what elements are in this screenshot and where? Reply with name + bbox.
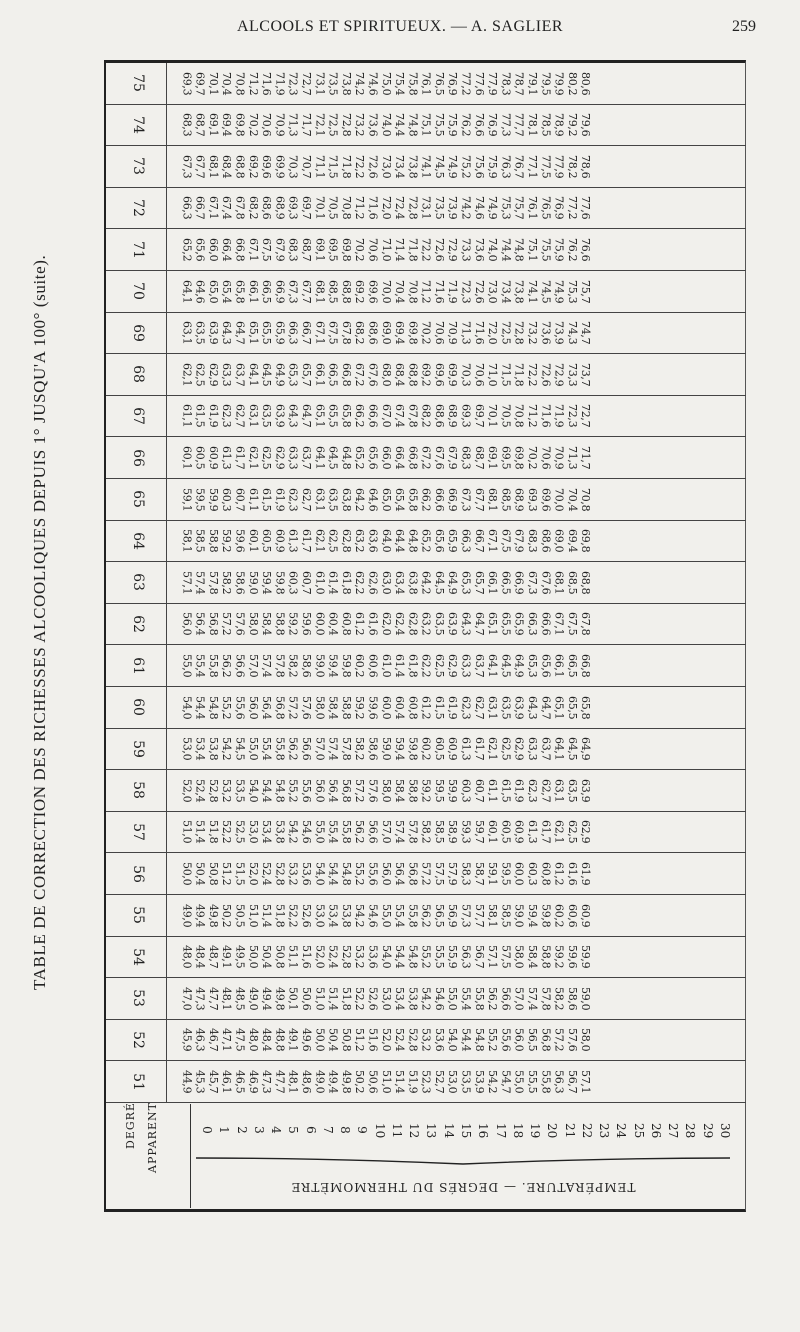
column-values (180, 105, 740, 146)
table-column-70 (106, 271, 746, 313)
running-title: ALCOOLS ET SPIRITUEUX. — A. SAGLIER (236, 18, 564, 35)
table-column-74 (106, 105, 746, 147)
column-values (180, 479, 740, 520)
column-values (180, 521, 740, 562)
table-column-71 (106, 229, 746, 271)
column-values-text: 58,0 57,6 57,2 56,8 56,5 56,0 55,6 55,2 54,8 54,4 54,0 53,6 53,2 52,8 52,4 52,0 51,6 51,2 50,8 50,4 50,0 49,6 49,1 48,8 48,4 48,0 47,5 47,1 46,7 46,3 45,9 (180, 1028, 593, 1052)
temperature-value: 26 (648, 1123, 663, 1139)
column-values-text: 60,9 60,6 60,2 59,8 59,4 59,0 58,5 58,1 57,7 57,3 56,9 56,5 56,2 55,8 55,4 55,0 54,6 54,2 53,8 53,4 53,0 52,6 52,2 51,8 51,4 51,0 50,5 50,2 49,8 49,4 49,0 (180, 903, 593, 927)
column-degree (110, 437, 167, 478)
column-degree-label: 73 (129, 157, 146, 176)
column-degree (110, 188, 167, 229)
temperature-value: 18 (510, 1123, 525, 1139)
page-header (0, 18, 800, 42)
temperature-value: 6 (303, 1126, 318, 1134)
column-degree (110, 396, 167, 437)
temperature-value: 13 (424, 1123, 439, 1139)
column-values-text: 59,9 59,6 59,2 58,8 58,4 58,0 57,5 57,1 56,7 56,3 55,9 55,5 55,2 54,8 54,4 54,0 53,6 53,2 52,8 52,4 52,0 51,6 51,1 50,8 50,4 50,0 49,5 49,1 48,7 48,4 48,0 (180, 945, 593, 969)
column-values-text: 74,7 74,3 73,9 73,6 73,2 72,8 72,5 72,0 71,6 71,3 70,9 70,6 70,2 69,8 69,4 69,0 68,6 68,2 67,8 67,5 67,1 66,7 66,3 65,9 65,5 65,1 64,7 64,3 63,9 63,5 63,1 (180, 321, 593, 345)
column-values (180, 937, 740, 978)
column-values-text: 72,7 72,3 71,9 71,6 71,2 70,8 70,5 70,1 69,7 69,3 68,9 68,6 68,2 67,8 67,4 67,0 66,6 66,2 65,8 65,5 65,1 64,7 64,3 63,9 63,5 63,1 62,7 62,3 61,9 61,5 61,1 (180, 404, 593, 428)
table-column-57 (106, 812, 746, 854)
column-degree (110, 229, 167, 270)
temperature-value: 12 (407, 1123, 422, 1139)
column-degree-label: 62 (129, 615, 146, 634)
column-values-text: 71,7 71,3 70,9 70,6 70,2 69,8 69,5 69,1 68,7 68,3 67,9 67,6 67,2 66,8 66,4 66,0 65,6 65,2 64,8 64,5 64,1 63,7 63,3 62,9 62,5 62,1 61,7 61,3 60,9 60,5 60,1 (180, 446, 593, 470)
temperature-value: 29 (700, 1123, 715, 1139)
temperature-value: 10 (372, 1123, 387, 1139)
column-degree (110, 521, 167, 562)
column-degree-label: 68 (129, 365, 146, 384)
column-degree (110, 978, 167, 1019)
column-degree (110, 645, 167, 686)
table-column-67 (106, 396, 746, 438)
table-column-73 (106, 146, 746, 188)
column-values-text: 76,6 76,2 75,9 75,5 75,1 74,8 74,4 74,0 73,6 73,3 72,9 72,6 72,2 71,8 71,4 71,0 70,6 70,2 69,8 69,5 69,1 68,7 68,3 67,9 67,5 67,1 66,8 66,4 66,0 65,6 65,2 (180, 238, 593, 262)
temperature-value: 19 (528, 1123, 543, 1139)
temperature-value: 14 (441, 1123, 456, 1139)
column-values (180, 770, 740, 811)
temperature-value: 24 (614, 1123, 629, 1139)
table-column-60 (106, 687, 746, 729)
column-degree-label: 56 (129, 864, 146, 883)
brace-line (196, 1156, 730, 1166)
column-values (180, 687, 740, 728)
column-degree (110, 313, 167, 354)
column-values (180, 729, 740, 770)
column-degree-label: 65 (129, 490, 146, 509)
temperature-value: 23 (597, 1123, 612, 1139)
column-values-text: 63,9 63,5 63,1 62,7 62,3 61,9 61,5 61,1 60,7 60,3 59,9 59,5 59,2 58,8 58,4 58,0 57,6 57,2 56,8 56,4 56,0 55,6 55,2 54,8 54,4 54,0 53,5 53,2 52,8 52,4 52,0 (180, 778, 593, 803)
column-degree-label: 70 (129, 282, 146, 301)
column-values-text: 75,7 75,3 74,9 74,5 74,1 73,8 73,4 73,0 72,6 72,3 71,9 71,6 71,2 70,8 70,4 70,0 69,6 69,2 68,8 68,5 68,1 67,7 67,3 66,9 66,5 66,1 65,8 65,4 65,0 64,6 64,1 (180, 279, 593, 303)
column-values-text: 65,8 65,5 65,1 64,7 64,3 63,9 63,5 63,1 62,7 62,3 61,9 61,5 61,2 60,8 60,4 60,0 59,6 59,2 58,8 58,4 58,0 57,6 57,2 56,8 56,4 56,0 55,6 55,2 54,8 54,4 54,0 (180, 695, 593, 719)
column-values-text: 66,8 66,5 66,1 65,6 65,3 64,9 64,5 64,1 63,7 63,3 62,9 62,5 62,2 61,8 61,4 61,0 60,6 60,2 59,8 59,4 59,0 58,6 58,2 57,8 57,4 57,0 56,6 56,2 55,8 55,4 55,0 (180, 654, 593, 678)
column-degree (110, 1061, 167, 1102)
column-values (180, 188, 740, 229)
temperature-value: 30 (717, 1123, 732, 1139)
temperature-value: 7 (320, 1126, 335, 1134)
column-degree-label: 67 (129, 407, 146, 426)
column-degree-label: 60 (129, 698, 146, 717)
temperature-value: 0 (200, 1126, 214, 1134)
column-values-text: 59,0 58,6 58,2 57,8 57,4 57,0 56,6 56,2 55,8 55,4 55,0 54,6 54,2 53,8 53,4 53,0 52,6 52,2 51,8 51,4 51,0 50,6 50,1 49,8 49,4 49,0 48,5 48,1 47,7 47,3 47,0 (180, 986, 593, 1011)
column-degree-label: 74 (129, 115, 146, 134)
column-values-text: 61,9 61,6 61,2 60,8 60,3 60,0 59,5 59,1 58,7 58,3 57,9 57,5 57,2 56,8 56,4 56,0 55,6 55,2 54,8 54,4 54,0 53,6 53,2 52,8 52,4 52,0 51,5 51,2 50,8 50,4 50,0 (180, 862, 593, 886)
table-column-54 (106, 937, 746, 979)
column-degree (110, 562, 167, 603)
table-column-65 (106, 479, 746, 521)
temperature-value: 28 (683, 1123, 698, 1139)
column-values (180, 604, 740, 645)
temperature-value: 4 (269, 1126, 284, 1134)
table-column-52 (106, 1020, 746, 1062)
column-degree (110, 604, 167, 645)
column-degree (110, 812, 167, 853)
table-column-56 (106, 853, 746, 895)
column-degree-label: 63 (129, 573, 146, 592)
column-values (180, 229, 740, 270)
column-values-text: 77,6 77,2 76,9 76,5 76,1 75,7 75,3 74,9 74,6 74,2 73,9 73,5 73,1 72,8 72,4 72,0 71,6 71,2 70,8 70,5 70,1 69,7 69,3 68,9 68,6 68,2 67,8 67,4 67,1 66,7 66,3 (180, 196, 593, 220)
column-degree (110, 687, 167, 728)
table-column-61 (106, 645, 746, 687)
table-column-63 (106, 562, 746, 604)
column-degree-label: 58 (129, 781, 146, 800)
column-degree-label: 66 (129, 448, 146, 467)
column-values-text: 64,9 64,5 64,1 63,7 63,3 62,9 62,5 62,1 61,7 61,3 60,9 60,5 60,2 59,8 59,4 59,0 58,6 58,2 57,8 57,4 57,0 56,6 56,2 55,8 55,4 55,0 54,5 54,2 53,8 53,4 53,0 (180, 737, 593, 761)
table-column-69 (106, 313, 746, 355)
column-values (180, 562, 740, 603)
temperature-value: 17 (493, 1123, 508, 1139)
column-degree-label: 59 (129, 739, 146, 758)
column-values-text: 69,8 69,4 69,0 68,6 68,3 67,9 67,5 67,1 66,7 66,3 65,9 65,6 65,2 64,8 64,4 64,0 63,6 63,2 62,8 62,5 62,1 61,7 61,3 60,9 60,5 60,1 59,6 59,2 58,8 58,5 58,1 (180, 529, 593, 553)
column-values-text: 57,1 56,7 56,3 55,8 55,5 55,0 54,7 54,2 53,9 53,5 53,0 52,7 52,3 51,9 51,4 51,0 50,6 50,2 49,8 49,4 49,0 48,6 48,1 47,7 47,3 46,9 46,5 46,1 45,7 45,3 44,9 (180, 1070, 593, 1094)
column-values (180, 1061, 740, 1102)
table-column-53 (106, 978, 746, 1020)
temperature-value: 9 (355, 1126, 370, 1134)
table-column-58 (106, 770, 746, 812)
column-degree-label: 61 (129, 656, 146, 675)
table-column-55 (106, 895, 746, 937)
column-degree-label: 69 (129, 323, 146, 342)
column-degree (110, 354, 167, 395)
column-degree (110, 105, 167, 146)
table-title: TABLE DE CORRECTION DES RICHESSES ALCOOLIQUES DEPUIS 1° JUSQU'A 100° (suite). (30, 254, 49, 990)
column-values (180, 396, 740, 437)
column-values-text: 62,9 62,5 62,1 61,7 61,3 60,9 60,5 60,1 59,7 59,3 58,9 58,5 58,2 57,8 57,4 57,0 56,6 56,2 55,8 55,4 55,0 54,6 54,2 53,8 53,4 53,0 52,5 52,2 51,8 51,4 51,0 (180, 820, 593, 844)
table-column-72 (106, 188, 746, 230)
column-degree (110, 1020, 167, 1061)
table-column-68 (106, 354, 746, 396)
column-values (180, 146, 740, 187)
column-values (180, 354, 740, 395)
column-values-text: 68,8 68,5 68,1 67,6 67,3 66,9 66,5 66,1 65,7 65,3 64,9 64,5 64,2 63,8 63,4 63,0 62,6 62,2 61,8 61,4 61,0 60,7 60,3 59,8 59,4 59,0 58,6 58,2 57,8 57,4 57,1 (180, 570, 593, 595)
temperature-value: 25 (631, 1123, 646, 1139)
stub-divider (190, 1104, 191, 1208)
table-column-51 (106, 1061, 746, 1103)
column-values-text: 80,6 80,2 79,9 79,5 79,1 78,7 78,3 77,9 77,6 77,2 76,9 76,5 76,1 75,8 75,4 75,0 74,6 74,2 73,8 73,5 73,1 72,7 72,3 71,9 71,6 71,2 70,8 70,4 70,1 69,7 69,3 (180, 71, 593, 95)
column-values-text: 79,6 79,2 78,9 78,5 78,1 77,7 77,3 76,9 76,6 76,2 75,9 75,5 75,1 74,8 74,4 74,0 73,6 73,2 72,8 72,5 72,1 71,7 71,3 70,9 70,6 70,2 69,8 69,4 69,1 68,7 68,3 (180, 113, 593, 137)
thermometer-caption: TEMPÉRATURE. — DEGRÉS DU THERMOMÈTRE (290, 1180, 636, 1194)
column-degree-label: 75 (129, 74, 146, 93)
column-values (180, 853, 740, 894)
column-degree (110, 271, 167, 312)
column-values (180, 271, 740, 312)
temperature-value: 1 (217, 1126, 232, 1134)
column-degree (110, 937, 167, 978)
temperature-value: 8 (338, 1126, 353, 1134)
column-degree-label: 52 (129, 1031, 146, 1050)
apparent-label: APPARENT (146, 1102, 159, 1173)
stub-header (110, 1102, 170, 1205)
temperature-value: 15 (458, 1123, 473, 1139)
column-degree-label: 54 (129, 947, 146, 966)
column-degree-label: 57 (129, 823, 146, 842)
column-degree-label: 64 (129, 531, 146, 550)
column-degree (110, 63, 167, 104)
temperature-value: 11 (389, 1123, 404, 1139)
column-degree-label: 53 (129, 989, 146, 1008)
temperature-value: 20 (545, 1123, 560, 1139)
temperature-row (196, 1108, 736, 1152)
column-degree (110, 729, 167, 770)
column-values (180, 645, 740, 686)
temperature-value: 5 (286, 1126, 301, 1134)
column-values-text: 78,6 78,2 77,9 77,5 77,1 76,7 76,3 75,9 75,6 75,2 74,9 74,5 74,1 73,8 73,4 73,0 72,6 72,2 71,8 71,5 71,1 70,7 70,3 69,9 69,6 69,2 68,8 68,4 68,1 67,7 67,3 (180, 154, 593, 179)
column-degree (110, 146, 167, 187)
column-degree-label: 55 (129, 906, 146, 925)
table-column-75 (106, 63, 746, 105)
temperature-value: 16 (476, 1123, 491, 1139)
column-degree (110, 770, 167, 811)
temperature-value: 22 (579, 1123, 594, 1139)
column-values (180, 437, 740, 478)
column-values-text: 70,8 70,4 70,0 69,6 69,3 68,9 68,5 68,1 67,7 67,3 66,9 66,6 66,2 65,8 65,4 65,0 64,6 64,2 63,8 63,5 63,1 62,7 62,3 61,9 61,5 61,1 60,7 60,3 59,9 59,5 59,1 (180, 487, 593, 511)
column-values (180, 812, 740, 853)
degre-label: DEGRÉ (124, 1102, 137, 1149)
temperature-value: 21 (562, 1123, 577, 1139)
temperature-value: 3 (251, 1126, 266, 1134)
column-degree-label: 71 (129, 240, 146, 259)
table-column-62 (106, 604, 746, 646)
column-values (180, 895, 740, 936)
column-values-text: 73,7 73,3 72,9 72,6 72,2 71,8 71,5 71,0 70,6 70,3 69,9 69,6 69,2 68,8 68,4 68,0 67,6 67,2 66,8 66,5 66,1 65,7 65,3 64,9 64,5 64,1 63,7 63,3 62,9 62,5 62,1 (180, 362, 593, 387)
column-degree (110, 853, 167, 894)
column-values (180, 978, 740, 1019)
column-values (180, 63, 740, 104)
table-column-66 (106, 437, 746, 479)
temperature-value: 2 (234, 1126, 249, 1134)
column-degree-label: 51 (129, 1072, 146, 1091)
column-degree (110, 479, 167, 520)
column-values (180, 1020, 740, 1061)
column-degree-label: 72 (129, 199, 146, 218)
temperature-value: 27 (666, 1123, 681, 1139)
correction-table (104, 60, 746, 1212)
column-values (180, 313, 740, 354)
column-degree (110, 895, 167, 936)
table-column-59 (106, 729, 746, 771)
column-values-text: 67,8 67,5 67,1 66,6 66,3 65,9 65,5 65,1 64,7 64,3 63,9 63,5 63,2 62,8 62,4 62,0 61,6 61,2 60,8 60,4 60,0 59,6 59,2 58,8 58,4 58,0 57,6 57,2 56,8 56,4 56,0 (180, 612, 593, 636)
table-column-64 (106, 521, 746, 563)
page-number: 259 (732, 18, 756, 35)
